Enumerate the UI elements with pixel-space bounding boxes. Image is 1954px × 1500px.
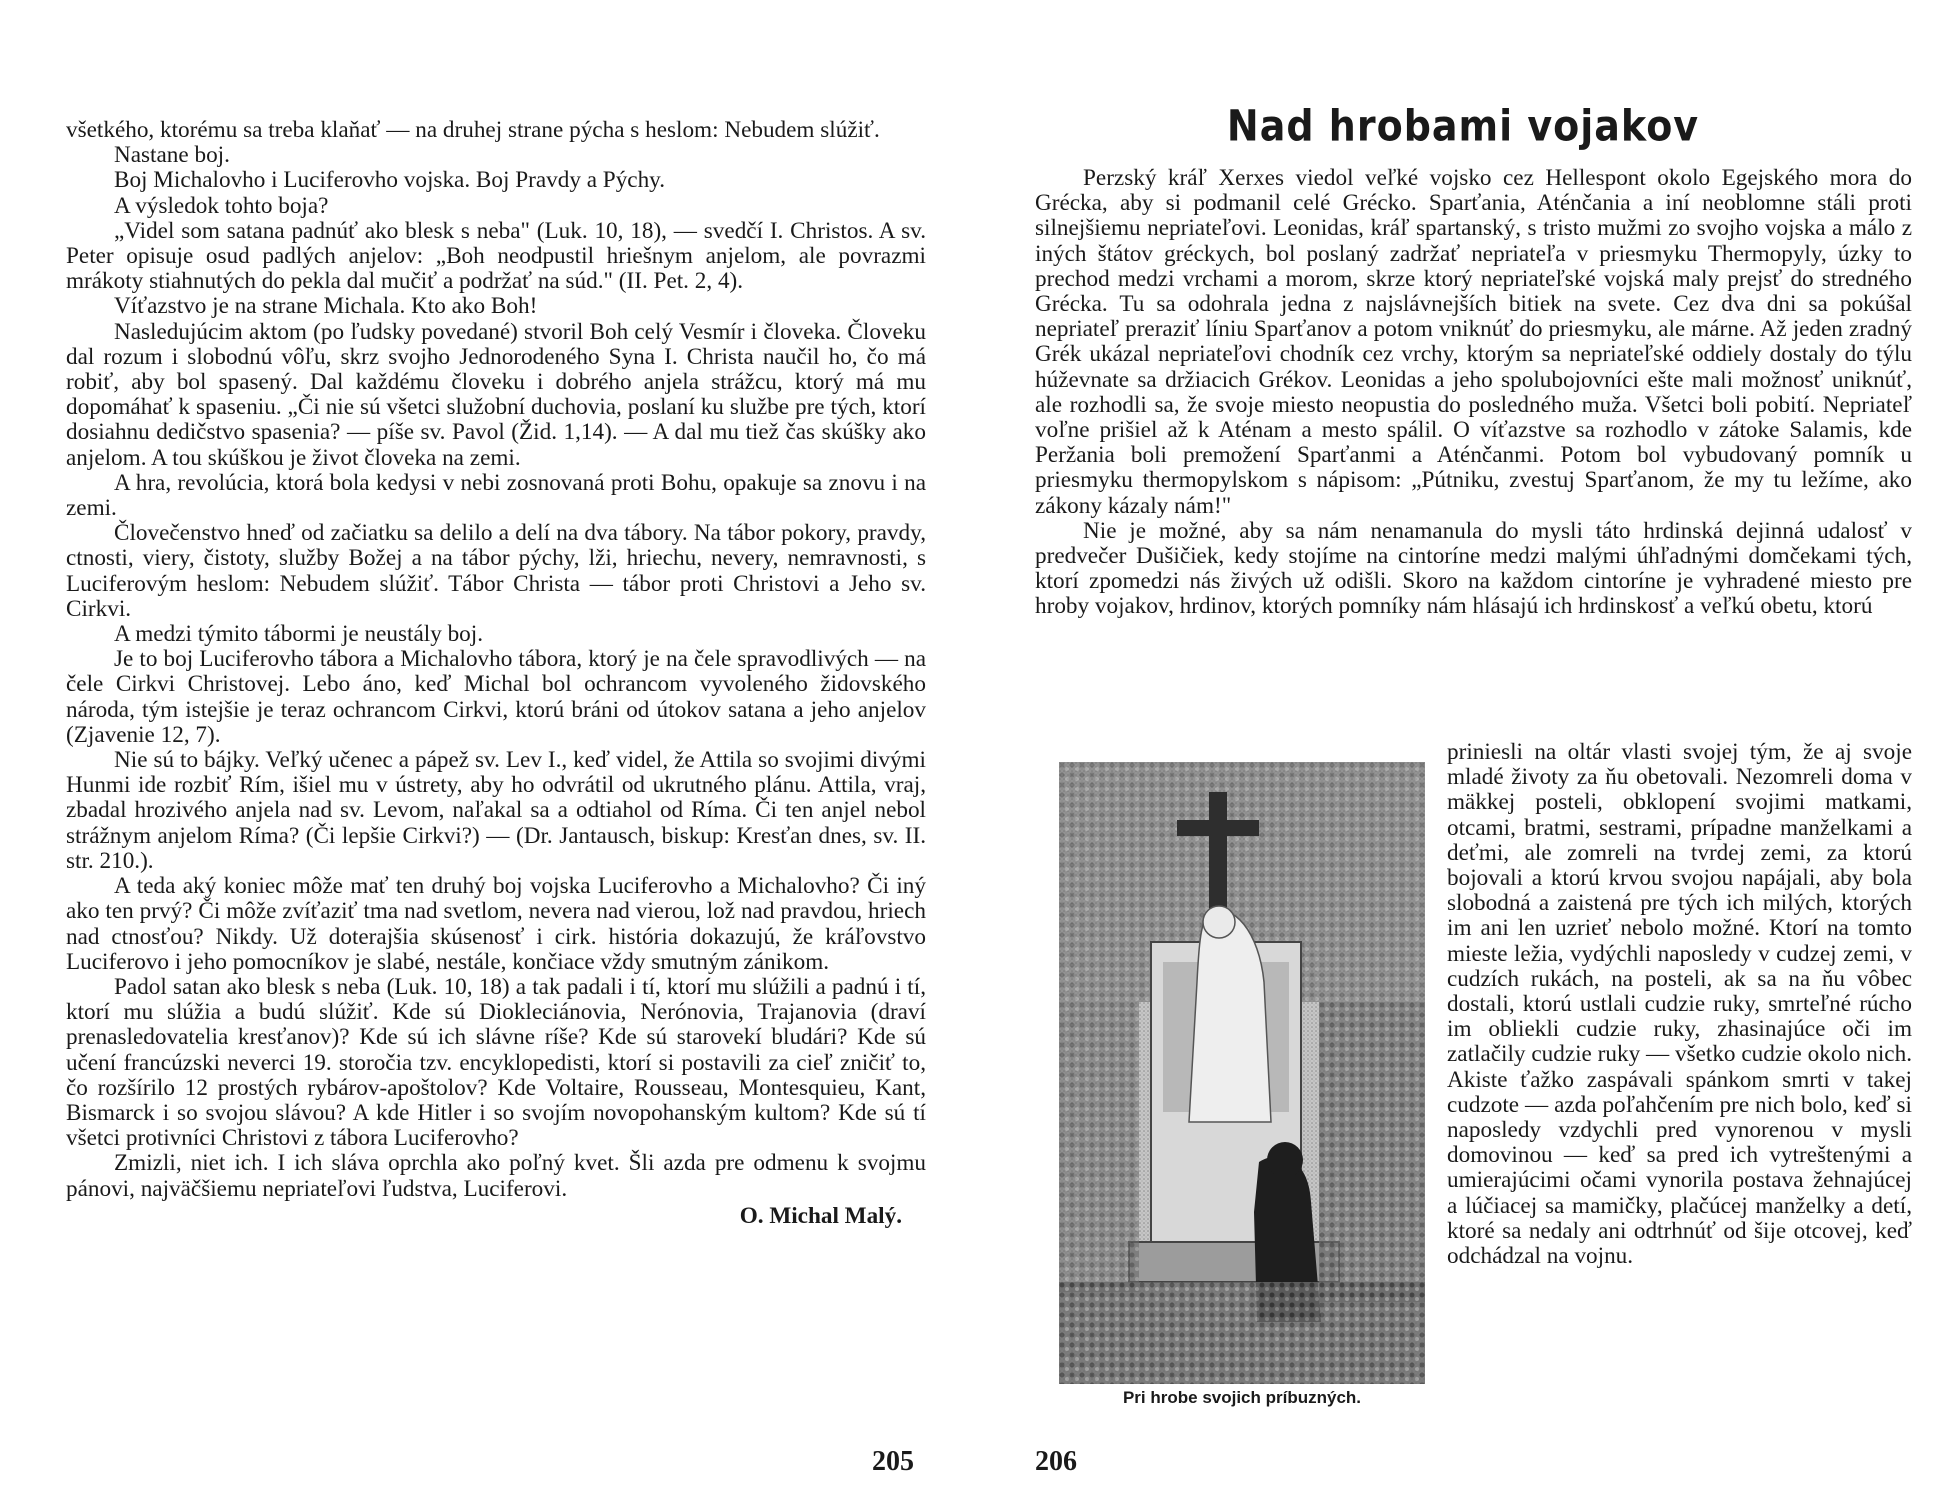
paragraph: Nastane boj.: [114, 142, 230, 169]
article-body: [1035, 166, 1912, 620]
paragraph: Nie sú to bájky. Veľký učenec a pápež sv. Lev I., keď videl, že Attila so svojimi divými Hunmi ide rozbiť Rím, išiel mu v ústrety, aby ho odvrátil od ukrutného plánu. Attila, vraj, zbadal hrozivého anjela nad sv. Levom, naľakal sa a odtiahol od Ríma. Či ten anjel nebol strážnym anjelom Ríma? (Či lepšie Cirkvi?) — (Dr. Jantausch, biskup: Kresťan dnes, sv. II. str. 210.).: [66, 747, 926, 874]
paragraph: Padol satan ako blesk s neba (Luk. 10, 18) a tak padali i tí, ktorí mu slúžili a padnú i tí, ktorí mu slúžia a budú slúžiť. Kde sú Diokleciánovia, Nerónovia, Trajanovia (draví prenasledovatelia kresťanov)? Kde sú ich slávne ríše? Kde sú starovekí bludári? Kde sú učení francúzski neverci 19. storočia tzv. encyklopedisti, ktorí si postavili za cieľ zničiť to, čo rozšírilo 12 prostých rybárov-apoštolov? Kde Voltaire, Rousseau, Montesquieu, Kant, Bismarck i so svojou slávou? A kde Hitler i so svojím novopohanským kultom? Kde sú tí všetci protivníci Christovi z tábora Luciferovho?: [66, 973, 926, 1152]
left-page-text: [66, 118, 926, 1229]
paragraph: Nasledujúcim aktom (po ľudsky povedané) stvoril Boh celý Vesmír i človeka. Človeku dal rozum i slobodnú vôľu, skrz svojho Jednorodeného Syna I. Christa naučil ho, čo má robiť, aby bol spasený. Dal každému človeku i dobrého anjela strážcu, ktorý má mu dopomáhať k spaseniu. „Či nie sú všetci služobní duchovia, poslaní ku službe pre tých, ktorí dosiahnu dedičstvo spasenia? — píše sv. Pavol (Žid. 1,14). — A dal mu tiež čas skúšky ako anjelom. A tou skúškou je život človeka na zemi.: [66, 318, 926, 471]
grave-photo-illustration: [1059, 762, 1425, 1384]
paragraph: Perzský kráľ Xerxes viedol veľké vojsko cez Hellespont okolo Egejského mora do Grécka, aby si podmanil celé Grécko. Sparťania, Aténčania a iní neoblomne stáli proti silnejšiemu nepriateľovi. Leonidas, kráľ spartanský, s tristo mužmi zo svojho vojska a málo z iných štátov gréckych, bol poslaný zadržať nepriateľa v priesmyku Thermopyly, úzky to prechod medzi vrchami a morom, skrze ktorý nepriateľské vojská maly prejsť do stredného Grécka. Tu sa odohrala jedna z najslávnejších bitiek na svete. Cez dva dni sa pokúšal nepriateľ preraziť líniu Sparťanov a potom vniknúť do priesmyku, ale márne. Až jeden zradný Grék ukázal nepriateľovi chodník cez vrchy, ktorým sa nepriateľské oddiely dostaly do týlu húževnate sa držiacich Grékov. Leonidas a jeho spolubojovníci ešte mali možnosť uniknúť, ale rozhodli sa, že svoje miesto neopustia do posledného muža. Všetci boli pobití. Nepriateľ voľne prišiel až k Aténam a mesto spálil. O víťazstve sa rozhodlo v zátoke Salamis, kde Peržania boli premožení Sparťanmi a Aténčanmi. Potom bol vybudovaný pomník u priesmyku thermopylskom s nápisom: „Pútniku, zvestuj Sparťanom, že my tu ležíme, ako zákony kázaly nám!": [1035, 165, 1912, 519]
paragraph: Zmizli, niet ich. I ich sláva oprchla ako poľný kvet. Šli azda pre odmenu k svojmu pánovi, najväčšiemu nepriateľovi ľudstva, Luciferovi.: [66, 1150, 926, 1202]
article-title: Nad hrobami vojakov: [1226, 101, 1700, 151]
paragraph: Človečenstvo hneď od začiatku sa delilo a delí na dva tábory. Na tábor pokory, pravdy, ctnosti, viery, čistoty, služby Božej a na tábor pýchy, lži, hriechu, nevery, nemravnosti, s Luciferovým heslom: Nebudem slúžiť. Tábor Christa — tábor proti Christovi a Jeho sv. Cirkvi.: [66, 520, 926, 622]
author-signature: O. Michal Malý.: [739, 1202, 902, 1229]
paragraph: Je to boj Luciferovho tábora a Michalovho tábora, ktorý je na čele spravodlivých — na čele Cirkvi Christovej. Lebo áno, keď Michal bol ochrancom vyvoleného židovského národa, tým istejšie je teraz ochrancom Cirkvi, ktorú bráni od útokov satana a jeho anjelov (Zjavenie 12, 7).: [66, 646, 926, 748]
paragraph: Boj Michalovho i Luciferovho vojska. Boj Pravdy a Pýchy.: [114, 167, 666, 194]
paragraph: priniesli na oltár vlasti svojej tým, že aj svoje mladé životy za ňu obetovali. Nezomreli doma v mäkkej posteli, obklopení svojimi matkami, otcami, bratmi, sestrami, prípadne manželkami a deťmi, ale zomreli na tvrdej zemi, za ktorú bojovali a ktorú krvou svojou napájali, aby bola slobodná a zaistená pre tých ich milých, ktorých im ani len uzrieť nebolo možné. Ktorí na tomto mieste ležia, vydýchli naposledy v cudzej zemi, v cudzích rukách, na posteli, ak sa na ňu vôbec dostali, ktorú ustlali cudzie ruky, smrteľné rúcho im obliekli cudzie ruky, zhasinajúce oči im zatlačily cudzie ruky — všetko cudzie okolo nich. Akiste ťažko zaspávali spánkom smrti v takej cudzote — azda poľahčením pre nich bolo, keď si naposledy vzdychli pred vynorenou v mysli domovinou — keď sa pred ich vytreštenými a umierajúcimi očami vynorila postava žehnajúcej a lúčiacej sa mamičky, plačúcej manželky a detí, ktoré sa nedaly ani odtrhnúť od šije otcovej, keď odchádzal na vojnu.: [1447, 739, 1912, 1270]
paragraph: A teda aký koniec môže mať ten druhý boj vojska Luciferovho a Michalovho? Či iný ako ten prvý? Či môže zvíťaziť tma nad svetlom, nevera nad vierou, lož nad pravdou, hriech nad ctnosťou? Nikdy. Už doterajšia skúsenosť i cirk. história dokazujú, že kráľovstvo Luciferovo i jeho pomocníkov je slabé, nestále, končiace vždy smutným zánikom.: [66, 873, 926, 975]
paragraph: všetkého, ktorému sa treba klaňať — na druhej strane pýcha s heslom: Nebudem slúžiť.: [66, 117, 880, 143]
right-page: [977, 0, 1954, 1500]
paragraph: „Videl som satana padnúť ako blesk s neba" (Luk. 10, 18), — svedčí I. Christos. A sv. Peter opisuje osud padlých anjelov: „Boh neodpustil hriešnym anjelom, ale povrazmi mrákoty stiahnutých do pekla dal mučiť a podržať na súd." (II. Pet. 2, 4).: [66, 217, 926, 295]
paragraph: A medzi týmito tábormi je neustály boj.: [114, 621, 484, 648]
photo-caption: Pri hrobe svojich príbuzných.: [1122, 1388, 1362, 1407]
paragraph: A hra, revolúcia, ktorá bola kedysi v nebi zosnovaná proti Bohu, opakuje sa znovu i na zemi.: [66, 469, 926, 522]
paragraph: Nie je možné, aby sa nám nenamanula do mysli táto hrdinská dejinná udalosť v predvečer Dušičiek, kedy stojíme na cintoríne medzi malými úhľadnými domčekami tých, ktorí zpomedzi nás živých už odišli. Skoro na každom cintoríne je vyhradené miesto pre hroby vojakov, hrdinov, ktorých pomníky nám hlásajú ich hrdinskosť a veľkú obetu, ktorú: [1035, 517, 1912, 620]
page-number: 206: [1035, 1446, 1077, 1477]
paragraph: A výsledok tohto boja?: [114, 192, 329, 219]
paragraph: Víťazstvo je na strane Michala. Kto ako Boh!: [114, 293, 538, 320]
page-number: 205: [872, 1446, 914, 1477]
grave-photo: [1059, 762, 1425, 1384]
article-body-continued: [1447, 740, 1912, 1269]
